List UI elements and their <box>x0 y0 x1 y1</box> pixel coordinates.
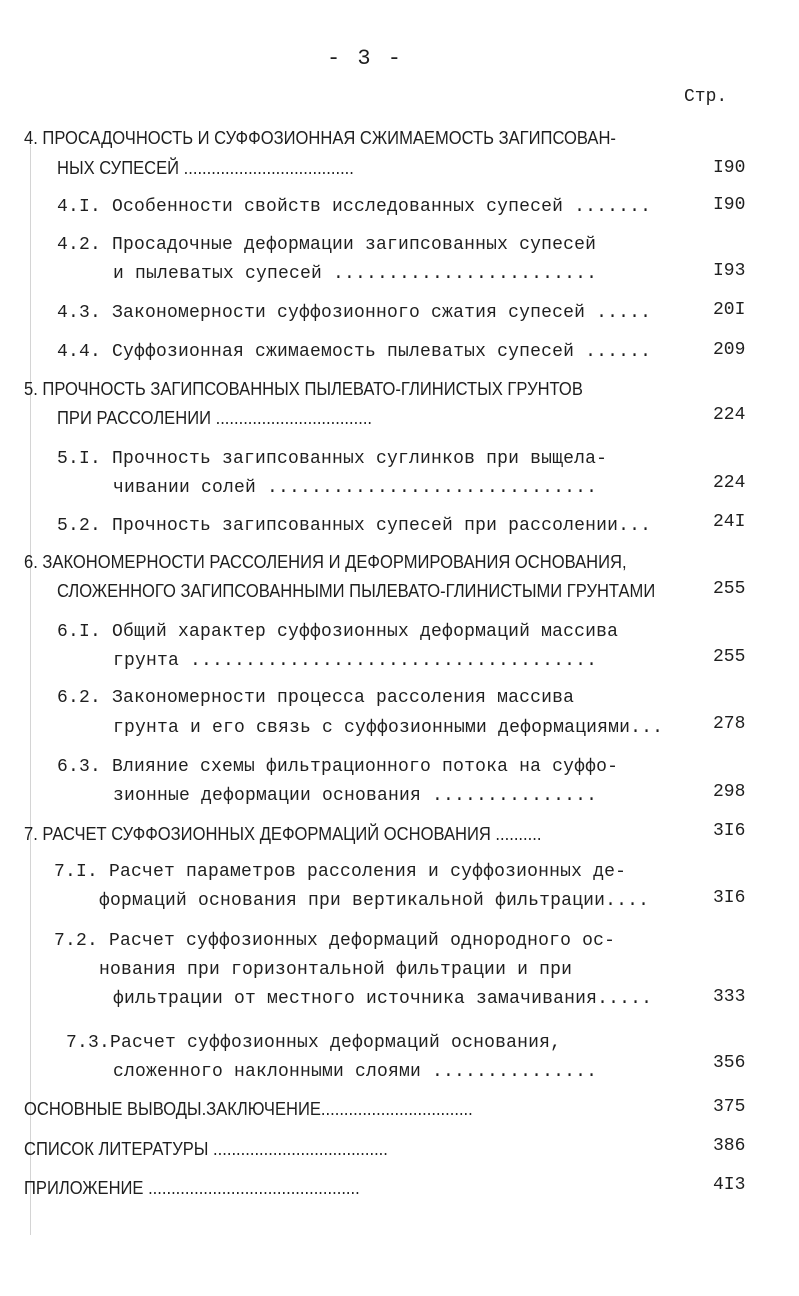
section-4-4-page: 209 <box>713 340 746 360</box>
section-5-1-title-line2: чивании солей .............................. <box>113 478 598 498</box>
chapter-6-page: 255 <box>713 579 746 599</box>
chapter-4-title-line1: 4. ПРОСАДОЧНОСТЬ И СУФФОЗИОННАЯ СЖИМАЕМОСТЬ ЗАГИПСОВАН- <box>24 128 616 148</box>
section-7-2-title-line3: фильтрации от местного источника замачивания..... <box>113 989 653 1009</box>
chapter-5-page: 224 <box>713 405 746 425</box>
chapter-4-page: I90 <box>713 158 746 178</box>
chapter-5-title-line2: ПРИ РАССОЛЕНИИ .................................. <box>57 408 373 428</box>
section-4-2-title-line1: 4.2. Просадочные деформации загипсованных супесей <box>57 235 597 255</box>
chapter-6-title-line1: 6. ЗАКОНОМЕРНОСТИ РАССОЛЕНИЯ И ДЕФОРМИРОВАНИЯ ОСНОВАНИЯ, <box>24 552 627 572</box>
chapter-7-title: 7. РАСЧЕТ СУФФОЗИОННЫХ ДЕФОРМАЦИЙ ОСНОВАНИЯ .......... <box>24 824 542 844</box>
section-6-2-page: 278 <box>713 714 746 734</box>
section-4-2-page: I93 <box>713 261 746 281</box>
section-5-2-page: 24I <box>713 512 746 532</box>
section-5-2-title: 5.2. Прочность загипсованных супесей при рассолении... <box>57 516 652 536</box>
chapter-6-title-line2: СЛОЖЕННОГО ЗАГИПСОВАННЫМИ ПЫЛЕВАТО-ГЛИНИСТЫМИ ГРУНТАМИ <box>57 581 656 601</box>
conclusions-title: ОСНОВНЫЕ ВЫВОДЫ.ЗАКЛЮЧЕНИЕ................................. <box>24 1099 473 1119</box>
section-7-3-title-line2: сложенного наклонными слоями ............... <box>113 1062 598 1082</box>
section-6-1-title-line1: 6.I. Общий характер суффозионных деформаций массива <box>57 622 619 642</box>
appendix-title: ПРИЛОЖЕНИЕ .............................................. <box>24 1178 360 1198</box>
page-column-label: Стр. <box>684 87 728 107</box>
conclusions-page: 375 <box>713 1097 746 1117</box>
section-6-1-title-line2: грунта ..................................... <box>113 651 598 671</box>
section-7-2-title-line1: 7.2. Расчет суффозионных деформаций однородного ос- <box>54 931 616 951</box>
chapter-5-title-line1: 5. ПРОЧНОСТЬ ЗАГИПСОВАННЫХ ПЫЛЕВАТО-ГЛИНИСТЫХ ГРУНТОВ <box>24 379 583 399</box>
section-4-4-title: 4.4. Суффозионная сжимаемость пылеватых супесей ...... <box>57 342 652 362</box>
section-4-1-page: I90 <box>713 195 746 215</box>
section-4-2-title-line2: и пылеватых супесей ........................ <box>113 264 598 284</box>
page-marker: - 3 - <box>326 46 403 71</box>
section-7-1-title-line1: 7.I. Расчет параметров рассоления и суффозионных де- <box>54 862 627 882</box>
section-7-2-page: 333 <box>713 987 746 1007</box>
scan-margin-line <box>30 145 31 1235</box>
section-7-2-title-line2: нования при горизонтальной фильтрации и при <box>99 960 573 980</box>
section-7-3-page: 356 <box>713 1053 746 1073</box>
section-4-3-title: 4.3. Закономерности суффозионного сжатия супесей ..... <box>57 303 652 323</box>
section-6-3-title-line2: зионные деформации основания ............... <box>113 786 598 806</box>
section-6-2-title-line2: грунта и его связь с суффозионными деформациями... <box>113 718 664 738</box>
chapter-7-page: 3I6 <box>713 821 746 841</box>
section-6-1-page: 255 <box>713 647 746 667</box>
chapter-4-title-line2: НЫХ СУПЕСЕЙ ..................................... <box>57 158 354 178</box>
section-6-2-title-line1: 6.2. Закономерности процесса рассоления массива <box>57 688 575 708</box>
section-5-1-page: 224 <box>713 473 746 493</box>
section-5-1-title-line1: 5.I. Прочность загипсованных суглинков при выщела- <box>57 449 608 469</box>
section-4-3-page: 20I <box>713 300 746 320</box>
section-7-1-page: 3I6 <box>713 888 746 908</box>
section-6-3-title-line1: 6.3. Влияние схемы фильтрационного потока на суффо- <box>57 757 619 777</box>
section-7-1-title-line2: формаций основания при вертикальной фильтрации.... <box>99 891 650 911</box>
section-7-3-title-line1: 7.3.Расчет суффозионных деформаций основания, <box>66 1033 562 1053</box>
appendix-page: 4I3 <box>713 1175 746 1195</box>
references-title: СПИСОК ЛИТЕРАТУРЫ ...................................... <box>24 1139 388 1159</box>
section-4-1-title: 4.I. Особенности свойств исследованных супесей ....... <box>57 197 652 217</box>
section-6-3-page: 298 <box>713 782 746 802</box>
references-page: 386 <box>713 1136 746 1156</box>
